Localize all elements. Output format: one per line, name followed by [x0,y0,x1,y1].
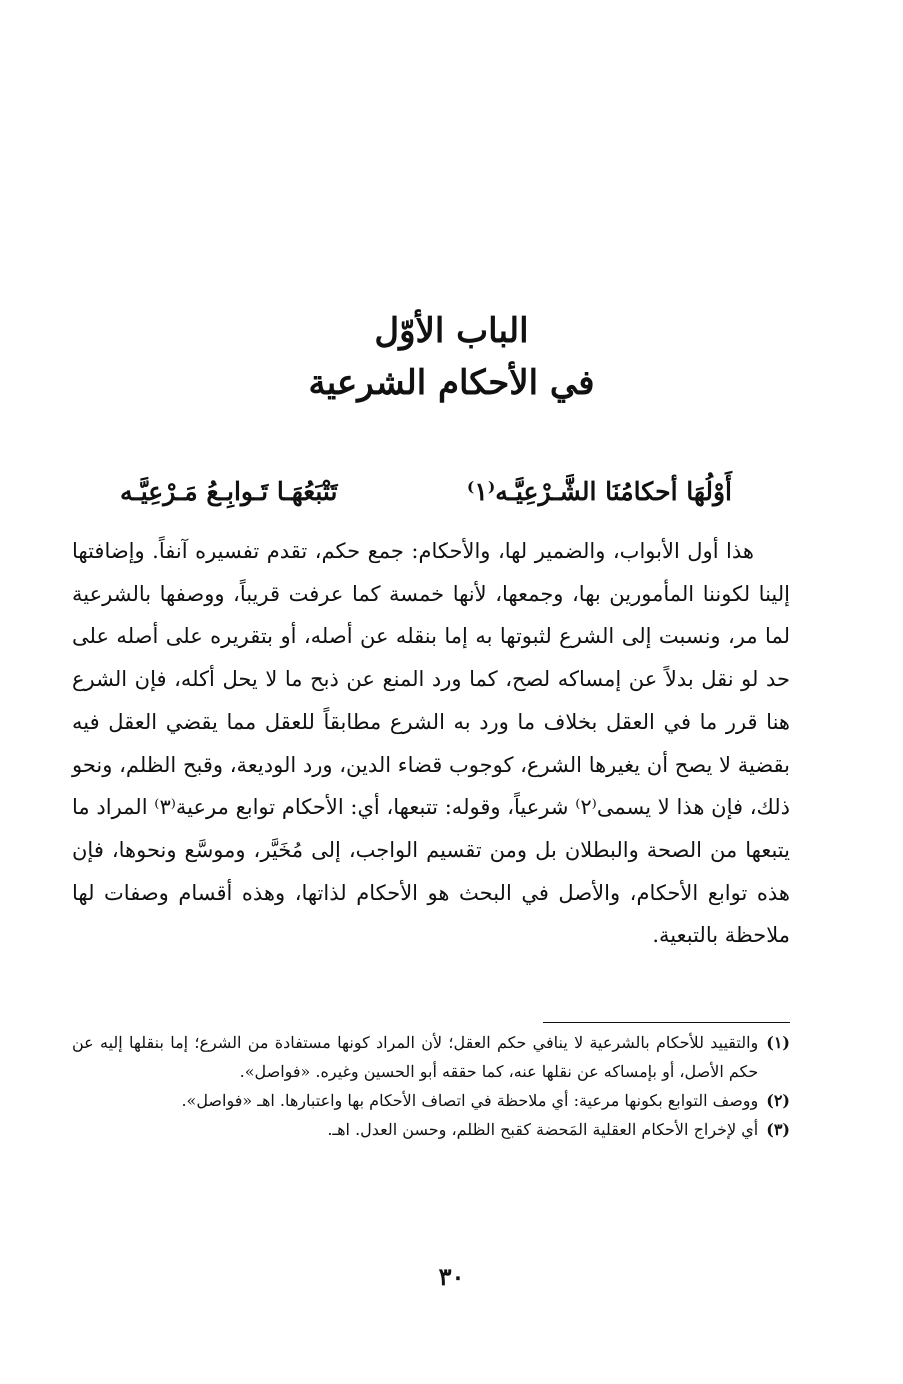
page-number: ٣٠ [438,1262,465,1291]
footnote-item [72,1115,790,1144]
footnote-separator [543,1022,790,1023]
footnote-text: أي لإخراج الأحكام العقلية المَحضة كقبح الظلم، وحسن العدل. اهـ. [327,1120,759,1139]
footnote-item [72,1028,790,1086]
footnote-number: (١) [766,1033,790,1052]
verse-hemistich-first: أَوْلُهَا أحكامُنَا الشَّـرْعِيَّـه⁽١⁾ [466,477,732,506]
footnote-text: ووصف التوابع بكونها مرعية: أي ملاحظة في اتصاف الأحكام بها واعتبارها. اهـ «فواصل». [181,1091,759,1110]
chapter-heading [0,305,903,409]
chapter-title: الباب الأوّل [374,311,529,351]
footnote-number: (٢) [766,1091,790,1110]
footnotes [72,1028,790,1144]
chapter-subtitle: في الأحكام الشرعية [308,363,595,403]
commentary-paragraph: هذا أول الأبواب، والضمير لها، والأحكام: جمع حكم، تقدم تفسيره آنفاً. وإضافتها إلينا لكوننا المأمورين بها، وجمعها، لأنها خمسة كما عرفت قريباً، ووصفها بالشرعية لما مر، ونسبت إلى الشرع لثبوتها به إما بنقله عن أصله، أو بتقريره على أصله على حد لو نقل بدلاً عن إمساكه لصح، كما ورد المنع عن ذبح ما لا يحل أكله، فإن الشرع هنا قرر ما في العقل بخلاف ما ورد به الشرع مطابقاً للعقل مما يقضي العقل فيه بقضية لا يصح أن يغيرها الشرع، كوجوب قضاء الدين، ورد الوديعة، وقبح الظلم، ونحو ذلك، فإن هذا لا يسمى⁽٢⁾ شرعياً، وقوله: تتبعها، أي: الأحكام توابع مرعية⁽٣⁾ المراد ما يتبعها من الصحة والبطلان بل ومن تقسيم الواجب، إلى مُخَيَّر، وموسَّع ونحوها، فإن هذه توابع الأحكام، والأصل في البحث هو الأحكام لذاتها، وهذه أقسام وصفات لها ملاحظة بالتبعية. [72,539,790,948]
verse-hemistich-second: تَتْبَعُهَـا تَـوابِـعُ مَـرْعِيَّـه [120,477,338,506]
footnote-text: والتقييد للأحكام بالشرعية لا ينافي حكم العقل؛ لأن المراد كونها مستفادة من الشرع؛ إما بنقلها إليه عن حكم الأصل، أو بإمساكه عن نقلها عنه، كما حققه أبو الحسين وغيره. «فواصل». [72,1033,759,1081]
footnote-item [72,1086,790,1115]
footnote-number: (٣) [766,1120,790,1139]
verse-line [120,470,732,514]
commentary-body [72,530,790,957]
